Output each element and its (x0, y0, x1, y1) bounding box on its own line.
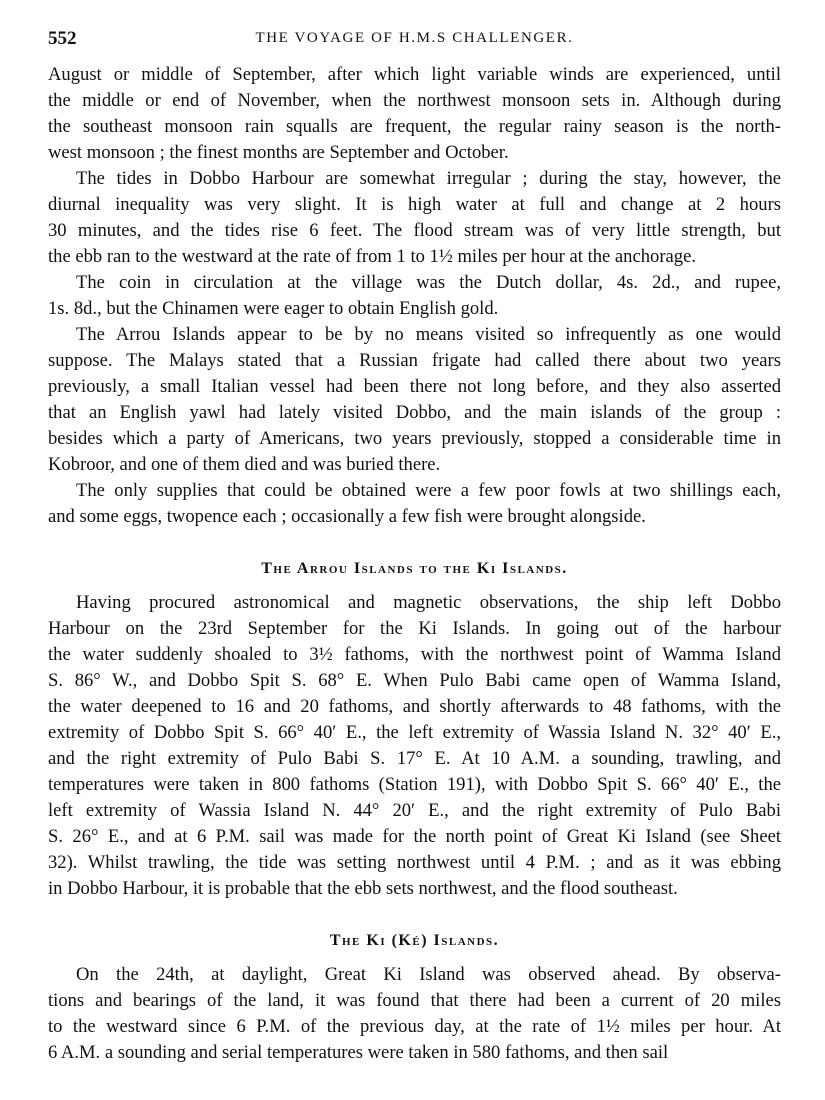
text-line: 6 A.M. a sounding and serial temperatures were taken in 580 fathoms, and then sail (48, 1042, 669, 1063)
section-block-2 (48, 590, 781, 902)
text-line: suppose. The Malays stated that a Russian frigate had called there about two years (48, 350, 781, 371)
text-line: temperatures were taken in 800 fathoms (Station 191), with Dobbo Spit S. 66° 40′ E., the (48, 774, 781, 795)
text-line: and the right extremity of Pulo Babi S. 17° E. At 10 A.M. a sounding, trawling, and (48, 748, 781, 769)
section-heading-ki-islands: The Ki (Ké) Islands. (329, 932, 500, 949)
text-line: in Dobbo Harbour, it is probable that the ebb sets northwest, and the flood southeast. (48, 878, 678, 899)
text-line: extremity of Dobbo Spit S. 66° 40′ E., the left extremity of Wassia Island N. 32° 40′ E., (48, 722, 781, 743)
text-line: that an English yawl had lately visited Dobbo, and the main islands of the group : (48, 402, 781, 423)
text-line: left extremity of Wassia Island N. 44° 20′ E., and the right extremity of Pulo Babi (48, 800, 781, 821)
text-line: the water deepened to 16 and 20 fathoms, and shortly afterwards to 48 fathoms, with the (48, 696, 781, 717)
text-line: 30 minutes, and the tides rise 6 feet. The flood stream was of very little strength, but (48, 220, 781, 241)
text-line: the middle or end of November, when the northwest monsoon sets in. Although during (48, 90, 781, 111)
text-line: The tides in Dobbo Harbour are somewhat irregular ; during the stay, however, the (76, 168, 781, 189)
text-line: Harbour on the 23rd September for the Ki Islands. In going out of the harbour (48, 618, 781, 639)
text-line: Having procured astronomical and magnetic observations, the ship left Dobbo (76, 592, 781, 613)
text-line: On the 24th, at daylight, Great Ki Island was observed ahead. By observa- (76, 964, 781, 985)
section-heading-arrou-to-ki: The Arrou Islands to the Ki Islands. (261, 560, 568, 577)
book-page (48, 24, 781, 1066)
text-line: the water suddenly shoaled to 3½ fathoms, with the northwest point of Wamma Island (48, 644, 781, 665)
text-line: 32). Whilst trawling, the tide was setting northwest until 4 P.M. ; and as it was ebbing (48, 852, 781, 873)
text-line: diurnal inequality was very slight. It is high water at full and change at 2 hours (48, 194, 781, 215)
paragraph (48, 270, 781, 322)
text-line: S. 86° W., and Dobbo Spit S. 68° E. When Pulo Babi came open of Wamma Island, (48, 670, 781, 691)
paragraph (48, 322, 781, 478)
text-line: 1s. 8d., but the Chinamen were eager to obtain English gold. (48, 298, 499, 319)
text-line: to the westward since 6 P.M. of the previous day, at the rate of 1½ miles per hour. At (48, 1016, 781, 1037)
text-line: tions and bearings of the land, it was found that there had been a current of 20 miles (48, 990, 781, 1011)
paragraph (48, 478, 781, 530)
running-head: THE VOYAGE OF H.M.S CHALLENGER. (255, 30, 574, 46)
paragraph (48, 166, 781, 270)
page-header (48, 24, 781, 54)
section-block-1 (48, 62, 781, 530)
text-line: The only supplies that could be obtained were a few poor fowls at two shillings each, (76, 480, 781, 501)
text-line: besides which a party of Americans, two years previously, stopped a considerable time in (48, 428, 781, 449)
text-line: August or middle of September, after which light variable winds are experienced, until (48, 64, 781, 85)
text-line: previously, a small Italian vessel had been there not long before, and they also asserted (48, 376, 781, 397)
text-line: the southeast monsoon rain squalls are frequent, the regular rainy season is the north- (48, 116, 781, 137)
paragraph (48, 62, 781, 166)
paragraph (48, 590, 781, 902)
text-line: west monsoon ; the finest months are September and October. (48, 142, 509, 163)
paragraph (48, 962, 781, 1066)
text-line: The coin in circulation at the village was the Dutch dollar, 4s. 2d., and rupee, (76, 272, 781, 293)
section-block-3 (48, 962, 781, 1066)
text-line: and some eggs, twopence each ; occasionally a few fish were brought alongside. (48, 506, 646, 527)
text-line: The Arrou Islands appear to be by no means visited so infrequently as one would (76, 324, 781, 345)
text-line: the ebb ran to the westward at the rate of from 1 to 1½ miles per hour at the anchorage. (48, 246, 696, 267)
text-line: Kobroor, and one of them died and was buried there. (48, 454, 441, 475)
page-number: 552 (48, 28, 77, 49)
text-line: S. 26° E., and at 6 P.M. sail was made for the north point of Great Ki Island (see Sheet (48, 826, 781, 847)
